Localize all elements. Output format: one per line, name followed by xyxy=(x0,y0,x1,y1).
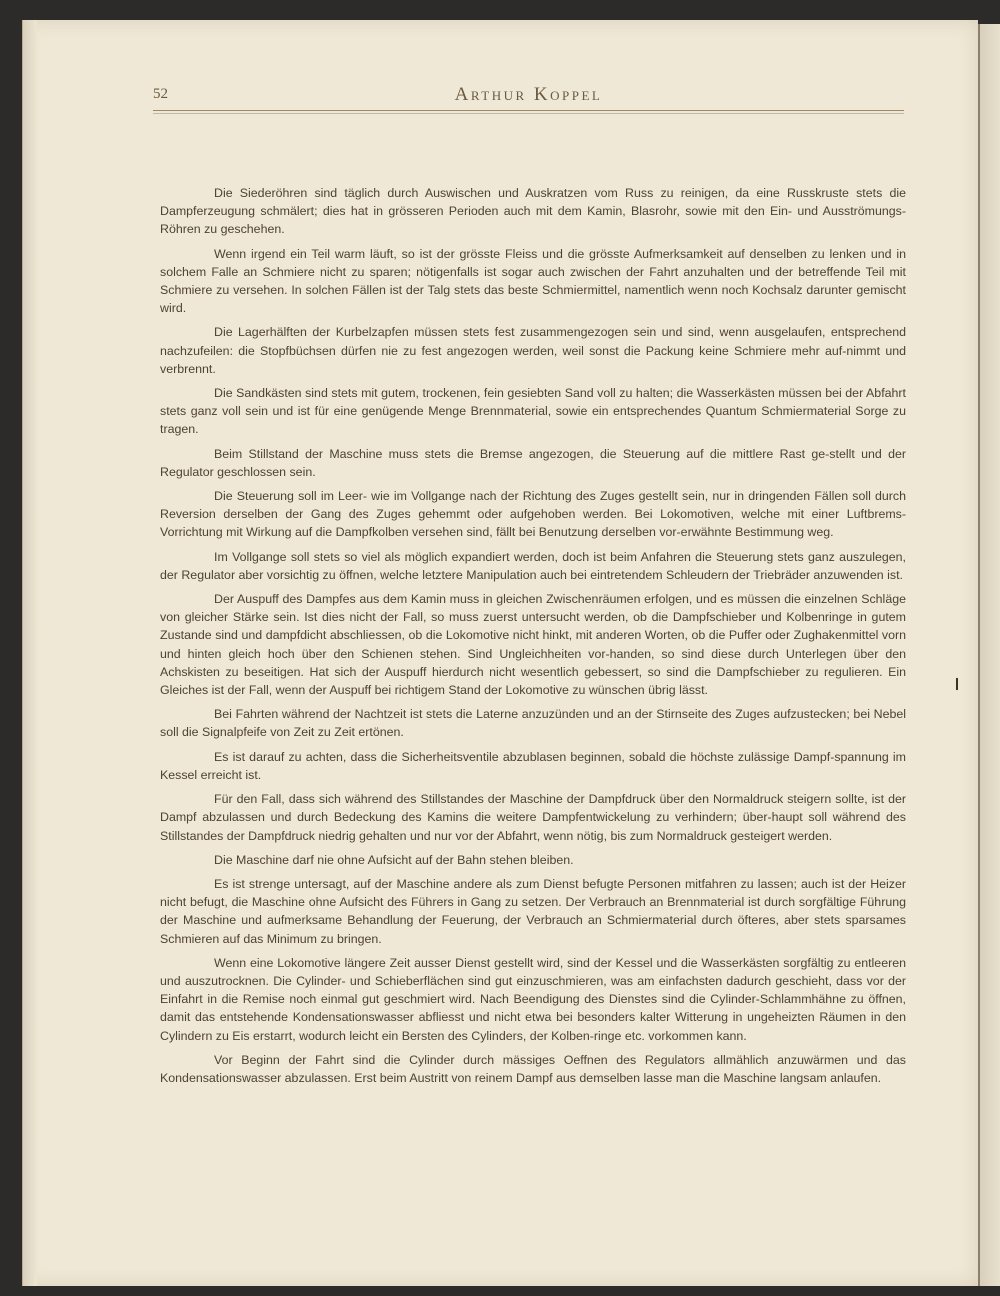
header-rule xyxy=(153,110,904,111)
paragraph: Wenn irgend ein Teil warm läuft, so ist der grösste Fleiss und die grösste Aufmerksamkeit auf denselben zu lenken und in solchem Falle an Schmiere nicht zu sparen; nötigenfalls ist sogar auch zwischen der Fahrt anzuhalten und der betreffende Teil mit Schmiere zu versehen. In solchen Fällen ist der Talg stets das beste Schmiermittel, namentlich wenn noch Kochsalz darunter gemischt wird. xyxy=(160,246,906,316)
paragraph: Es ist strenge untersagt, auf der Maschine andere als zum Dienst befugte Personen mitfahren zu lassen; auch ist der Heizer nicht befugt, die Maschine ohne Aufsicht des Führers in Gang zu setzen. Der Verbrauch an Brennmaterial ist durch sorgfältige Führung der Maschine und aufmerksame Behandlung der Feuerung, der Verbrauch an Schmiermaterial durch öfteres, aber stets sparsames Schmieren auf das Minimum zu bringen. xyxy=(160,876,906,946)
page-header xyxy=(153,84,904,108)
paragraph: Im Vollgange soll stets so viel als möglich expandiert werden, doch ist beim Anfahren die Steuerung stets ganz auszulegen, der Regulator aber vorsichtig zu öffnen, welche letztere Manipulation auch bei eintretendem Schleudern der Triebräder anzuwenden ist. xyxy=(160,549,906,582)
page-stack-edge xyxy=(22,20,37,1286)
header-rule-secondary xyxy=(153,113,904,114)
paragraph: Die Sandkästen sind stets mit gutem, trockenen, fein gesiebten Sand voll zu halten; die Wasserkästen müssen bei der Abfahrt stets ganz voll sein und ist für eine genügende Menge Brennmaterial, sowie ein entsprechendes Quantum Schmiermaterial Sorge zu tragen. xyxy=(160,386,906,437)
paragraph: Beim Stillstand der Maschine muss stets die Bremse angezogen, die Steuerung auf die mittlere Rast ge-stellt und der Regulator geschlossen sein. xyxy=(160,446,906,479)
margin-mark xyxy=(956,678,958,690)
paragraph: Für den Fall, dass sich während des Stillstandes der Maschine der Dampfdruck über den Normaldruck steigern sollte, ist der Dampf abzulassen und durch Bedeckung des Kamins die weitere Dampfentwickelung zu verhindern; über-haupt soll während des Stillstandes der Dampfdruck niedrig gehalten und nur vor der Abfahrt, wenn nötig, bis zum Normaldruck gesteigert werden. xyxy=(160,792,906,843)
paragraph: Die Lagerhälften der Kurbelzapfen müssen stets fest zusammengezogen sein und sind, wenn ausgelaufen, entsprechend nachzufeilen: die Stopfbüchsen dürfen nie zu fest angezogen werden, weil sonst die Packung keine Schmiere mehr auf-nimmt und verbrennt. xyxy=(160,325,906,376)
paragraph: Wenn eine Lokomotive längere Zeit ausser Dienst gestellt wird, sind der Kessel und die Wasserkästen sorgfältig zu entleeren und auszutrocknen. Die Cylinder- und Schieberflächen sind gut einzuschmieren, was am einfachsten dadurch geschieht, dass vor der Einfahrt in die Remise noch einmal gut geschmiert wird. Nach Beendigung des Dienstes sind die Cylinder-Schlammhähne zu öffnen, damit das entstehende Kondensationswasser abfliesst und nicht etwa bei besonders kalter Witterung in ungeheizten Räumen in den Cylindern zu Eis erstarrt, wodurch leicht ein Bersten des Cylinders, der Kolben-ringe etc. vorkommen kann. xyxy=(160,955,906,1043)
body-text xyxy=(160,184,906,1093)
page-number: 52 xyxy=(153,86,168,102)
paragraph: Die Steuerung soll im Leer- wie im Vollgange nach der Richtung des Zuges gestellt sein, nur in dringenden Fällen soll durch Reversion derselben der Gang des Zuges gehemmt oder aufgehoben werden. Bei Lokomotiven, welche mit einer Luftbrems-Vorrichtung mit Wirkung auf die Dampfkolben versehen sind, fällt bei Benutzung derselben vor-erwähnte Bestimmung weg. xyxy=(160,489,906,540)
facing-page-edge xyxy=(978,24,1000,1286)
paragraph: Es ist darauf zu achten, dass die Sicherheitsventile abzublasen beginnen, sobald die höchste zulässige Dampf-spannung im Kessel erreicht ist. xyxy=(160,749,906,782)
paragraph: Der Auspuff des Dampfes aus dem Kamin muss in gleichen Zwischenräumen erfolgen, und es müssen die einzelnen Schläge von gleicher Stärke sein. Ist dies nicht der Fall, so muss zuerst untersucht werden, ob die Dampfschieber und Kolbenringe in gutem Zustande sind und dampfdicht abschliessen, ob die Lokomotive nicht hinkt, mit anderen Worten, ob die Puffer oder Zughakenmittel vorn und hinten gleich hoch über den Schienen stehen. Sind Ungleichheiten vor-handen, so sind diese durch Unterlegen über den Achskisten zu beseitigen. Hat sich der Auspuff hierdurch nicht wesentlich gebessert, so sind die Dampfschieber zu regulieren. Ein Gleiches ist der Fall, wenn der Auspuff bei richtigem Stand der Lokomotive zu wünschen übrig lässt. xyxy=(160,592,906,698)
paragraph: Bei Fahrten während der Nachtzeit ist stets die Laterne anzuzünden und an der Stirnseite des Zuges aufzustecken; bei Nebel soll die Signalpfeife von Zeit zu Zeit ertönen. xyxy=(160,707,906,740)
paragraph: Vor Beginn der Fahrt sind die Cylinder durch mässiges Oeffnen des Regulators allmählich anzuwärmen und das Kondensationswasser abzulassen. Erst beim Austritt von reinem Dampf aus demselben lasse man die Maschine langsam anlaufen. xyxy=(160,1052,906,1085)
running-title: Arthur Koppel xyxy=(454,84,603,105)
paragraph: Die Siederöhren sind täglich durch Auswischen und Auskratzen vom Russ zu reinigen, da eine Russkruste stets die Dampferzeugung schmälert; dies hat in grösseren Perioden auch mit dem Kamin, Blasrohr, sowie mit den Ein- und Ausströmungs-Röhren zu geschehen. xyxy=(160,186,906,237)
paragraph: Die Maschine darf nie ohne Aufsicht auf der Bahn stehen bleiben. xyxy=(214,852,574,867)
